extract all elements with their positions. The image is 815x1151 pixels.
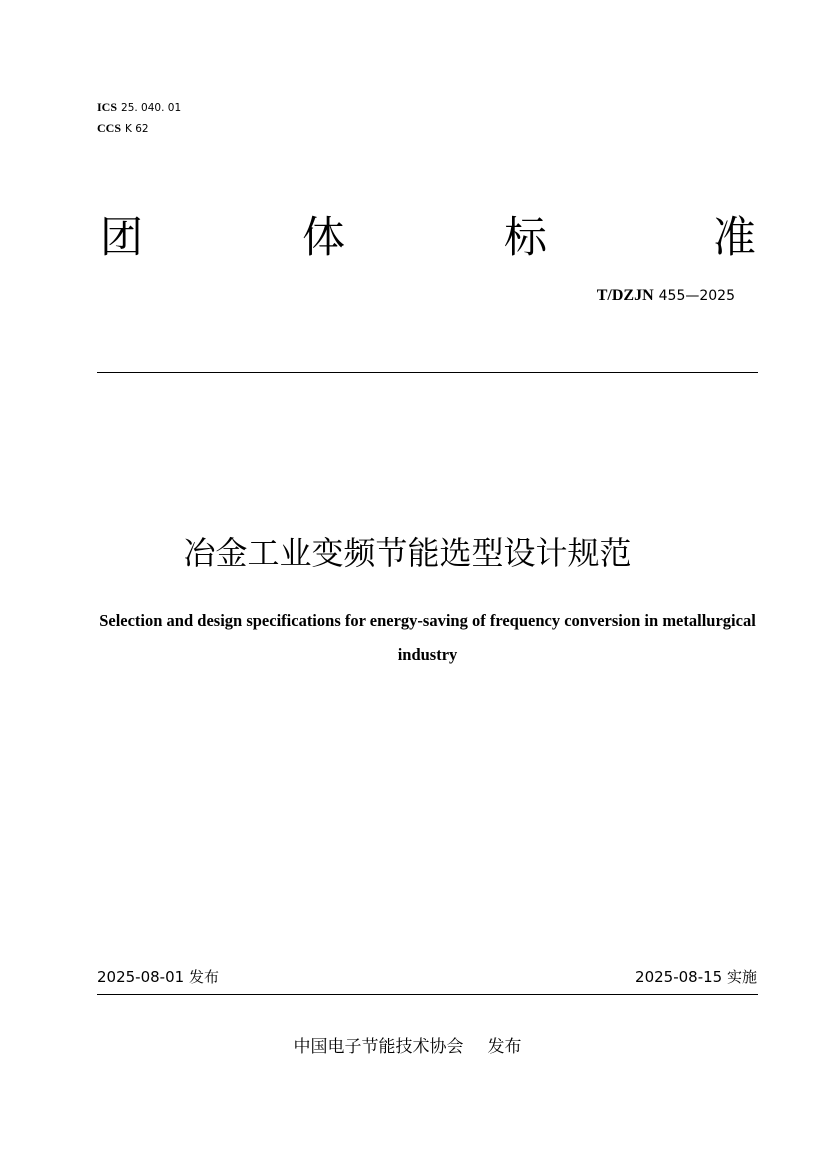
ics-classification — [97, 100, 181, 115]
publisher-name: 中国电子节能技术协会 — [293, 1037, 464, 1057]
ccs-classification — [97, 121, 149, 136]
banner-char: 团 — [100, 213, 143, 263]
banner-char: 准 — [713, 213, 756, 263]
top-divider — [97, 372, 758, 373]
standard-number-suffix: 455—2025 — [658, 288, 735, 304]
issue-date: 2025-08-01 发布 — [97, 968, 219, 986]
implementation-date: 2025-08-15 实施 — [635, 968, 757, 986]
standard-type-banner — [100, 210, 756, 270]
ccs-label: CCS — [97, 121, 122, 135]
ics-label: ICS — [97, 100, 118, 114]
banner-char: 体 — [302, 213, 345, 263]
publisher-action: 发布 — [487, 1037, 522, 1057]
ics-value: 25. 040. 01 — [121, 102, 182, 114]
ccs-value: K 62 — [125, 123, 149, 135]
standard-number-prefix: T/DZJN — [596, 287, 654, 304]
chinese-title: 冶金工业变频节能选型设计规范 — [183, 534, 632, 572]
publisher-line — [0, 1034, 815, 1060]
bottom-divider — [97, 994, 758, 995]
standard-number — [597, 286, 735, 305]
english-title: Selection and design specifications for energy-saving of frequency conversion in metallurgical industry — [99, 611, 756, 664]
banner-char: 标 — [504, 213, 547, 263]
